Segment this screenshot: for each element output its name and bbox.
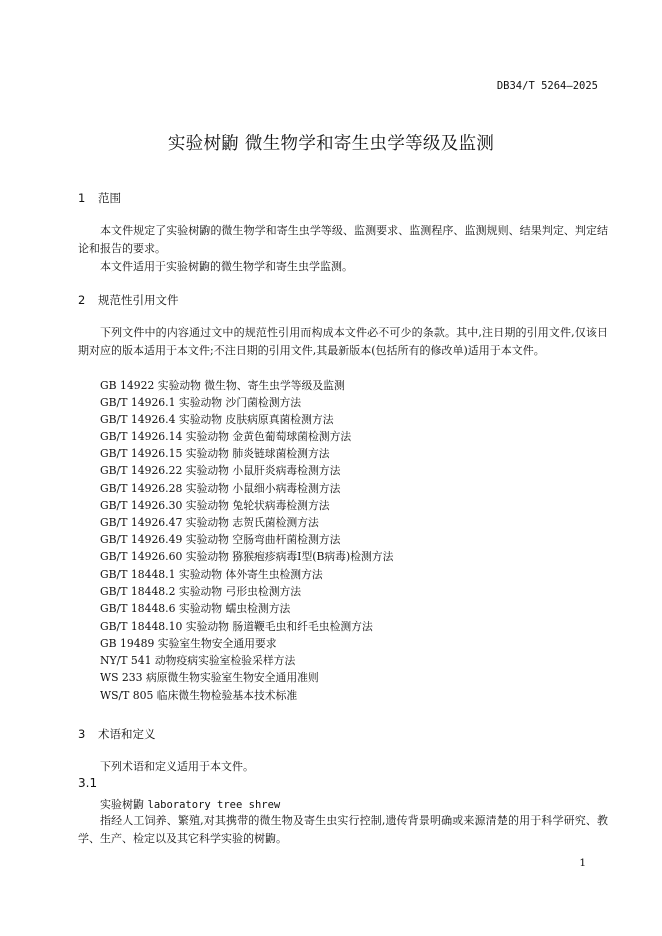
reference-item: GB/T 14926.14 实验动物 金黄色葡萄球菌检测方法 [100, 430, 352, 443]
reference-item: GB/T 14926.1 实验动物 沙门菌检测方法 [100, 396, 302, 409]
term-entry-number: 3.1 [78, 776, 98, 790]
section-number: 1 [78, 191, 86, 205]
section-3-heading [78, 726, 156, 742]
reference-item: GB/T 14926.49 实验动物 空肠弯曲杆菌检测方法 [100, 533, 341, 546]
reference-item: GB/T 18448.6 实验动物 蠕虫检测方法 [100, 602, 291, 615]
term-definition: 指经人工饲养、繁殖,对其携带的微生物及寄生虫实行控制,遗传背景明确或来源清楚的用于科学研究、教学、生产、检定以及其它科学实验的树鼩。 [78, 814, 608, 845]
section-2-heading [78, 292, 179, 308]
reference-item: GB/T 14926.22 实验动物 小鼠肝炎病毒检测方法 [100, 464, 341, 477]
reference-item: GB/T 14926.30 实验动物 兔轮状病毒检测方法 [100, 499, 330, 512]
terms-intro-paragraph: 下列术语和定义适用于本文件。 [100, 760, 254, 773]
reference-item: GB/T 18448.2 实验动物 弓形虫检测方法 [100, 585, 302, 598]
document-title: 实验树鼩 微生物学和寄生虫学等级及监测 [167, 134, 495, 154]
reference-item: WS 233 病原微生物实验室生物安全通用准则 [100, 671, 319, 684]
section-1-heading [78, 190, 121, 206]
scope-paragraph-1: 本文件规定了实验树鼩的微生物学和寄生虫学等级、监测要求、监测程序、监测规则、结果判定、判定结论和报告的要求。 [78, 224, 608, 255]
scope-paragraph-2: 本文件适用于实验树鼩的微生物学和寄生虫学监测。 [100, 260, 353, 273]
reference-item: GB/T 18448.10 实验动物 肠道鞭毛虫和纤毛虫检测方法 [100, 620, 373, 633]
reference-item: GB/T 14926.60 实验动物 猕猴疱疹病毒I型(B病毒)检测方法 [100, 550, 394, 563]
section-number: 2 [78, 293, 86, 307]
term-name-chinese: 实验树鼩 [100, 798, 144, 811]
reference-item: GB/T 14926.15 实验动物 肺炎链球菌检测方法 [100, 447, 330, 460]
reference-item: GB 19489 实验室生物安全通用要求 [100, 637, 277, 650]
refs-intro-paragraph: 下列文件中的内容通过文中的规范性引用而构成本文件必不可少的条款。其中,注日期的引用文件,仅该日期对应的版本适用于本文件;不注日期的引用文件,其最新版本(包括所有的修改单)适用于本文件。 [78, 326, 608, 357]
term-name [100, 796, 280, 812]
section-title: 术语和定义 [98, 727, 156, 741]
term-name-english: laboratory tree shrew [147, 799, 281, 811]
reference-item: GB/T 14926.4 实验动物 皮肤病原真菌检测方法 [100, 413, 334, 426]
document-code: DB34/T 5264—2025 [496, 80, 598, 92]
section-title: 范围 [98, 191, 121, 205]
page-number: 1 [579, 857, 586, 869]
reference-item: NY/T 541 动物疫病实验室检验采样方法 [100, 654, 296, 667]
reference-item: GB/T 14926.28 实验动物 小鼠细小病毒检测方法 [100, 482, 341, 495]
reference-item: WS/T 805 临床微生物检验基本技术标准 [100, 689, 298, 702]
reference-item: GB 14922 实验动物 微生物、寄生虫学等级及监测 [100, 379, 345, 392]
section-number: 3 [78, 727, 86, 741]
reference-item: GB/T 18448.1 实验动物 体外寄生虫检测方法 [100, 568, 323, 581]
reference-item: GB/T 14926.47 实验动物 志贺氏菌检测方法 [100, 516, 319, 529]
section-title: 规范性引用文件 [98, 293, 179, 307]
